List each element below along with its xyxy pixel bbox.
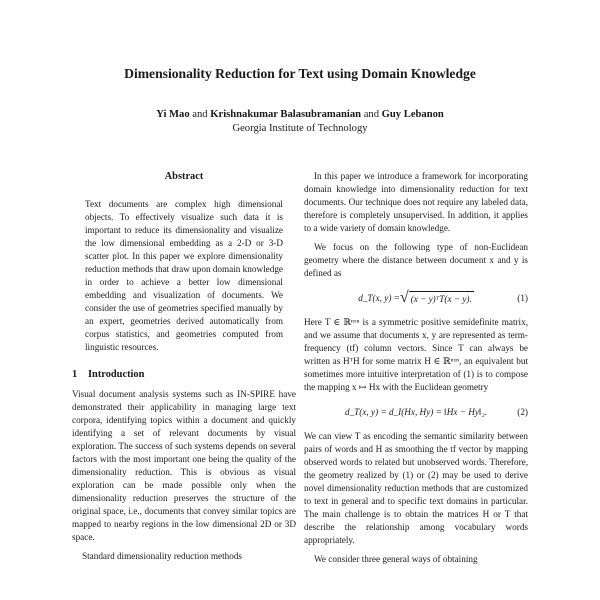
abstract-heading: Abstract xyxy=(164,171,204,182)
right-column xyxy=(304,170,528,566)
author-name: Guy Lebanon xyxy=(381,109,444,120)
body-paragraph: We consider three general ways of obtaining xyxy=(314,554,478,564)
intro-paragraph: Standard dimensionality reduction methods xyxy=(82,551,242,561)
section-number: 1 xyxy=(72,369,78,380)
equation-2 xyxy=(304,401,528,423)
equation-number: (2) xyxy=(517,406,528,417)
equation-radicand: (x − y)ᵀT(x − y). xyxy=(409,291,474,306)
abstract-text: Text documents are complex high dimensional objects. To effectively visualize such data it is important to reduce its dimensionality and visualize the low dimensional embedding as a 2-D or 3-D scatter plot. In this paper we explore dimensionality reduction methods that draw upon domain knowledge in order to achieve a better low dimensional embedding and visualization of documents. We consider the use of geometries specified manually by an expert, geometries derived automatically from corpus statistics, and geometries computed from linguistic resources. xyxy=(85,199,283,352)
author-name: Krishnakumar Balasubramanian xyxy=(210,109,362,120)
paper-title: Dimensionality Reduction for Text using Domain Knowledge xyxy=(124,66,476,81)
sqrt-symbol: √ (x − y)ᵀT(x − y). xyxy=(399,289,472,306)
body-paragraph: In this paper we introduce a framework for incorporating domain knowledge into dimensionality reduction for text documents. Our technique does not require any labeled data, therefore is completely unsupervised. In addition, it applies to a wide variety of domain knowledge. xyxy=(304,171,528,233)
author-block xyxy=(0,108,600,136)
author-connector: and xyxy=(363,109,380,120)
affiliation: Georgia Institute of Technology xyxy=(232,123,368,134)
equation-body: d_T(x, y) = d_I(Hx, Hy) = ‖Hx − Hy‖₂. xyxy=(344,406,487,417)
section-title: Introduction xyxy=(88,369,145,380)
equation-lhs: d_T(x, y) = xyxy=(358,292,400,303)
author-connector: and xyxy=(192,109,208,120)
introduction-heading xyxy=(72,368,296,381)
body-paragraph: We can view T as encoding the semantic similarity between pairs of words and H as smoothing the tf vector by mapping observed words to related but unobserved words. Therefore, the geometry realized by (1) or (2) may be used to derive novel dimensionality reduction methods that are customized to text in general and to specific text domains in particular. The main challenge is to obtain the matrices H or T that describe the relationship among vocabulary words appropriately. xyxy=(304,431,528,545)
body-paragraph: We focus on the following type of non-Euclidean geometry where the distance between document x and y is defined as xyxy=(304,242,528,278)
author-line xyxy=(0,108,600,122)
author-name: Yi Mao xyxy=(156,109,190,120)
intro-paragraph: Visual document analysis systems such as IN-SPIRE have demonstrated their applicability in managing large text corpora, identifying topics within a document and quickly identifying a set of relevant documents by visual exploration. The success of such systems depends on several factors with the most important one being the quality of the dimensionality reduction. This is obvious as visual exploration can be made possible only when the dimensionality reduction preserves the structure of the original space, i.e., documents that convey similar topics are mapped to nearby regions in the low dimensional 2D or 3D space. xyxy=(72,389,296,542)
equation-1 xyxy=(304,287,528,309)
left-column xyxy=(72,170,296,563)
body-paragraph: Here T ∈ ℝⁿˣⁿ is a symmetric positive semidefinite matrix, and we assume that documents x, y are represented as term-frequency (tf) column vectors. Since T can always be written as HᵀH for some matrix H ∈ ℝⁿˣⁿ, an equivalent but sometimes more intuitive interpretation of (1) is to compose the mapping x ↦ Hx with the Euclidean geometry xyxy=(304,317,528,392)
equation-number: (1) xyxy=(517,292,528,303)
